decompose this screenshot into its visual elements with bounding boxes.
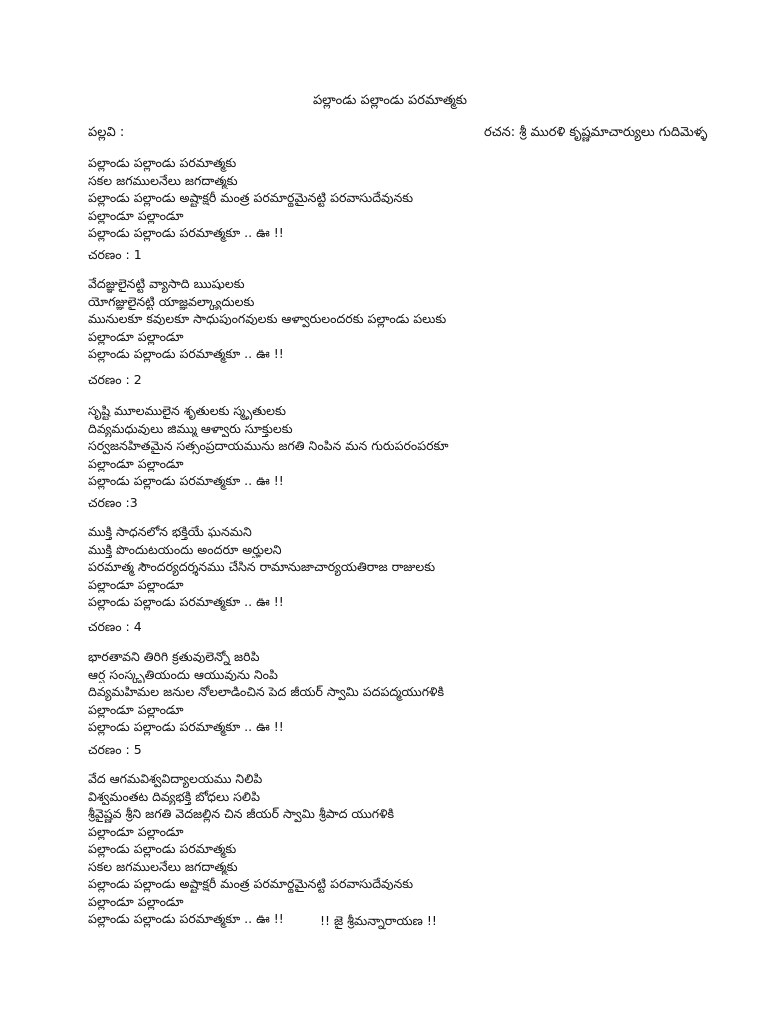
charanam-heading: చరణం : 1 xyxy=(88,247,142,262)
charanam-line: మునులకూ కవులకూ సాధుపుంగవులకు ఆళ్వారులందరకు పల్లాండు పలుకు xyxy=(88,311,447,326)
charanam-line: దివ్యమహిమల జనుల నోలలాడించిన పెద జీయర్ స్వామి పదపద్మయుగళికి xyxy=(88,684,444,699)
charanam-heading: చరణం : 5 xyxy=(88,742,142,757)
charanam-2-heading-block xyxy=(88,371,728,389)
charanam-line: పల్లాండు పల్లాండు పరమాత్మకూ .. ఊ !! xyxy=(88,346,284,361)
charanam-line: పల్లాండూ పల్లాండూ xyxy=(88,328,184,344)
page-title: పల్లాండు పల్లాండు పరమాత్మకు xyxy=(312,93,468,108)
charanam-line: దివ్యమధువులు జిమ్ము ఆళ్వారు సూక్తులకు xyxy=(88,420,293,436)
charanam-heading: చరణం : 2 xyxy=(88,372,142,387)
charanam-1-section xyxy=(88,275,728,363)
charanam-line: పల్లాండూ పల్లాండూ xyxy=(88,893,184,909)
charanam-line: పల్లాండు పల్లాండు పరమాత్మకూ .. ఊ !! xyxy=(88,911,284,926)
pallavi-line: పల్లాండు పల్లాండు అష్టాక్షరీ మంత్ర పరమార్థమైనట్టి పరవాసుదేవునకు xyxy=(88,190,414,205)
charanam-line: పల్లాండూ పల్లాండూ xyxy=(88,455,184,471)
charanam-line: పల్లాండు పల్లాండు అష్టాక్షరీ మంత్ర పరమార్థమైనట్టి పరవాసుదేవునకు xyxy=(88,876,414,891)
charanam-line: విశ్వమంతట దివ్యభక్తి బోధలు సలిపి xyxy=(88,788,260,804)
charanam-line: వేదజ్ఞులైనట్టి వ్యాసాది ఋషులకు xyxy=(88,276,245,291)
charanam-3-heading-block xyxy=(88,494,728,512)
charanam-line: పల్లాండూ పల్లాండూ xyxy=(88,823,184,839)
charanam-2-section xyxy=(88,402,728,490)
charanam-1-heading-block xyxy=(88,246,728,264)
pallavi-line: పల్లాండూ పల్లాండూ xyxy=(88,207,184,223)
pallavi-label: పల్లవి : xyxy=(88,125,125,140)
charanam-5-heading-block xyxy=(88,741,728,759)
pallavi-line: పల్లాండు పల్లాండు పరమాత్మకూ .. ఊ !! xyxy=(88,225,284,240)
charanam-5-section xyxy=(88,770,728,928)
charanam-line: సకల జగములనేలు జగదాత్మకు xyxy=(88,858,238,874)
charanam-line: పరమాత్మ సౌందర్యదర్శనము చేసిన రామానుజాచార్యయతిరాజ రాజులకు xyxy=(88,559,436,574)
charanam-line: పల్లాండూ పల్లాండూ xyxy=(88,701,184,717)
charanam-line: సర్వజనహితమైన సత్సంప్రదాయమును జగతి నింపిన మన గురుపరంపరకూ xyxy=(88,438,449,453)
charanam-line: సృష్టి మూలములైన శృతులకు స్మృతులకు xyxy=(88,403,286,418)
charanam-line: భారతావని తిరిగి క్రతువులెన్నో జరిపి xyxy=(88,649,260,664)
charanam-line: పల్లాండూ పల్లాండూ xyxy=(88,576,184,592)
charanam-heading: చరణం :3 xyxy=(88,495,138,510)
pallavi-line: పల్లాండు పల్లాండు పరమాత్మకు xyxy=(88,155,237,170)
charanam-line: వేద ఆగమవిశ్వవిద్యాలయము నిలిపి xyxy=(88,771,263,786)
closing-invocation: !! జై శ్రీమన్నారాయణ !! xyxy=(320,913,437,928)
charanam-line: శ్రీవైష్ణవ శ్రీని జగతి వెదజల్లిన చిన జీయర్ స్వామి శ్రీపాద యుగళికి xyxy=(88,806,395,821)
pallavi-section xyxy=(88,154,728,242)
charanam-4-section xyxy=(88,648,728,736)
pallavi-line: సకల జగములనేలు జగదాత్మకు xyxy=(88,172,238,188)
charanam-line: పల్లాండు పల్లాండు పరమాత్మకూ .. ఊ !! xyxy=(88,719,284,734)
charanam-line: పల్లాండు పల్లాండు పరమాత్మకూ .. ఊ !! xyxy=(88,594,284,609)
charanam-line: ముక్తి పొందుటయందు అందరూ అర్హులని xyxy=(88,541,282,557)
charanam-line: ఆర్ష సంస్కృతియందు ఆయువును నింపి xyxy=(88,666,278,682)
charanam-line: పల్లాండు పల్లాండు పరమాత్మకు xyxy=(88,841,237,856)
charanam-line: పల్లాండు పల్లాండు పరమాత్మకూ .. ఊ !! xyxy=(88,473,284,488)
charanam-3-section xyxy=(88,523,728,611)
charanam-heading: చరణం : 4 xyxy=(88,619,142,634)
charanam-4-heading-block xyxy=(88,618,728,636)
charanam-line: యోగజ్ఞులైనట్టి యాజ్ఞవల్క్యాదులకు xyxy=(88,293,255,309)
charanam-line: ముక్తి సాధనలోన భక్తియే ఘనమని xyxy=(88,524,252,539)
author-credit: రచన: శ్రీ మురళి కృష్ణమాచార్యులు గుదిమెళ్ళ xyxy=(484,125,708,140)
